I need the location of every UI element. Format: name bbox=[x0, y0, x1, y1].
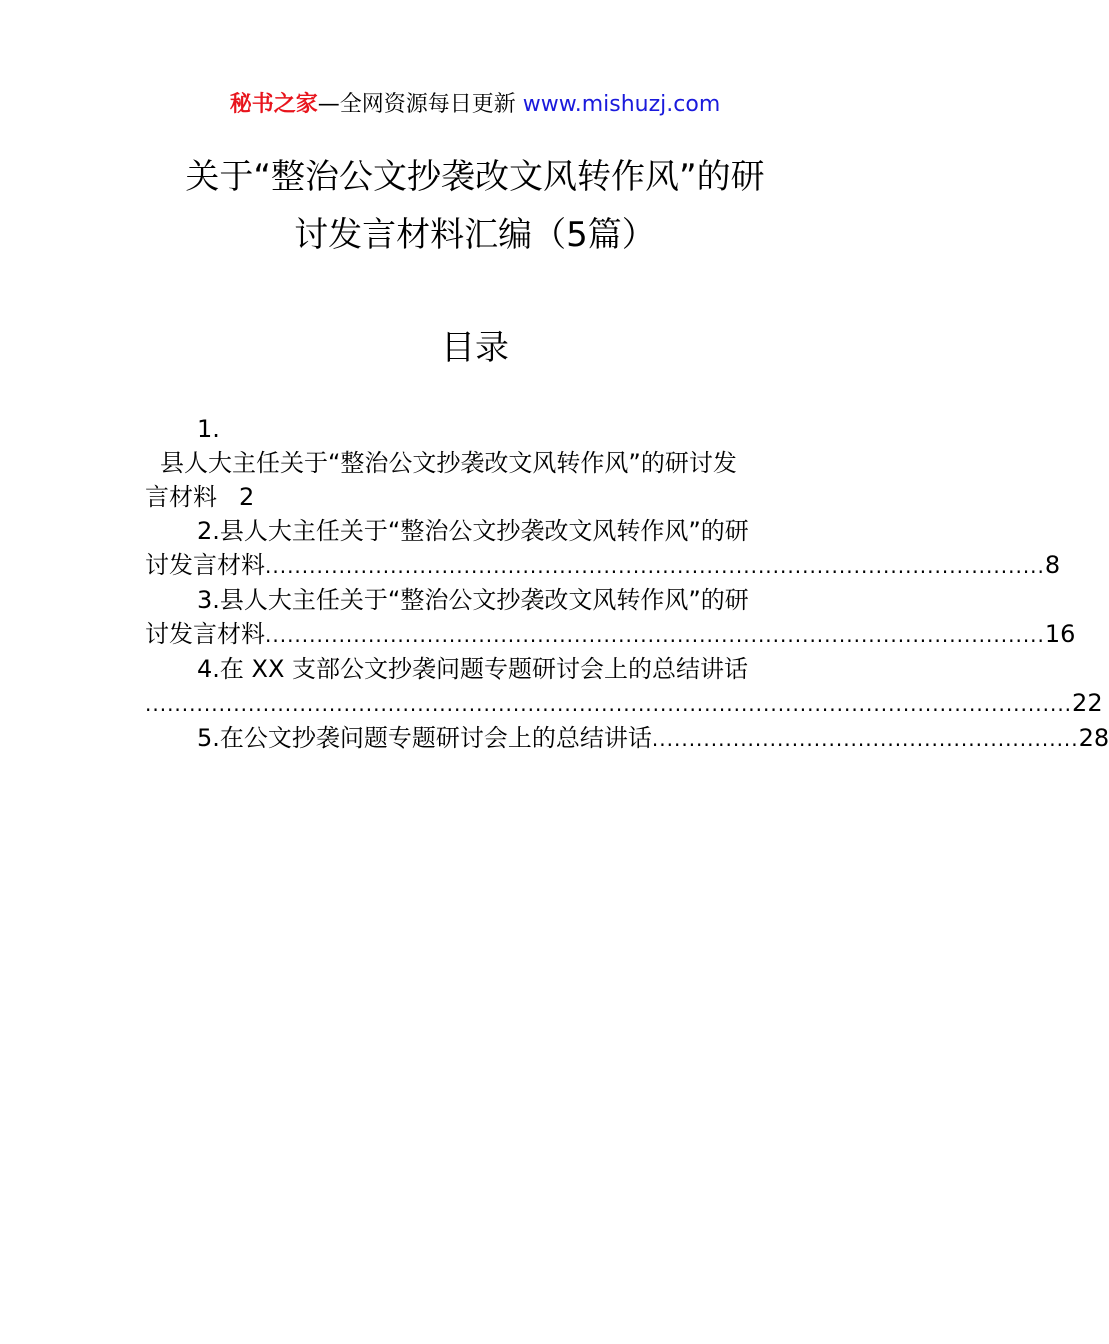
toc-entry-5[interactable] bbox=[145, 721, 1109, 756]
title-line-1: 关于“整治公文抄袭改文风转作风”的研 bbox=[185, 157, 765, 197]
toc-heading: 目录 bbox=[441, 328, 509, 368]
toc-entry-4[interactable] bbox=[145, 652, 1103, 721]
site-header bbox=[0, 88, 950, 122]
dot-leader: .............................................................................................................................. bbox=[145, 692, 1073, 716]
toc-entry-title-cont: 言材料 bbox=[145, 483, 217, 511]
header-tagline: —全网资源每日更新 bbox=[317, 92, 523, 117]
toc-entry-3[interactable] bbox=[145, 583, 1076, 652]
dot-leader: .......................................................... bbox=[651, 727, 1079, 751]
toc-entry-number: 1. bbox=[197, 415, 220, 443]
toc-page-number: 22 bbox=[1072, 689, 1103, 717]
toc-entry-1[interactable] bbox=[145, 412, 807, 514]
toc-entry-title-cont: 讨发言材料 bbox=[145, 620, 265, 648]
toc-entry-title: 5.在公文抄袭问题专题研讨会上的总结讲话 bbox=[197, 724, 652, 752]
brand-name: 秘书之家 bbox=[229, 92, 318, 117]
document-title bbox=[140, 148, 810, 264]
toc-entry-title: 4.在 XX 支部公文抄袭问题专题研讨会上的总结讲话 bbox=[197, 655, 749, 683]
toc-page-number: 28 bbox=[1078, 724, 1109, 752]
toc-entry-title-cont: 讨发言材料 bbox=[145, 551, 265, 579]
toc-entry-2[interactable] bbox=[145, 514, 1061, 583]
site-url-link[interactable]: www.mishuzj.com bbox=[522, 92, 721, 117]
table-of-contents bbox=[145, 412, 1109, 756]
toc-entry-title: 2.县人大主任关于“整治公文抄袭改文风转作风”的研 bbox=[197, 517, 749, 545]
dot-leader: .......................................................................................................... bbox=[265, 623, 1045, 647]
title-line-2: 讨发言材料汇编（5篇） bbox=[294, 215, 656, 255]
dot-leader: .......................................................................................................... bbox=[265, 554, 1045, 578]
toc-entry-title: 3.县人大主任关于“整治公文抄袭改文风转作风”的研 bbox=[197, 586, 749, 614]
toc-page-number: 2 bbox=[239, 483, 255, 511]
toc-entry-title: 县人大主任关于“整治公文抄袭改文风转作风”的研讨发 bbox=[160, 449, 737, 477]
toc-page-number: 16 bbox=[1044, 620, 1076, 648]
toc-page-number: 8 bbox=[1044, 551, 1061, 579]
